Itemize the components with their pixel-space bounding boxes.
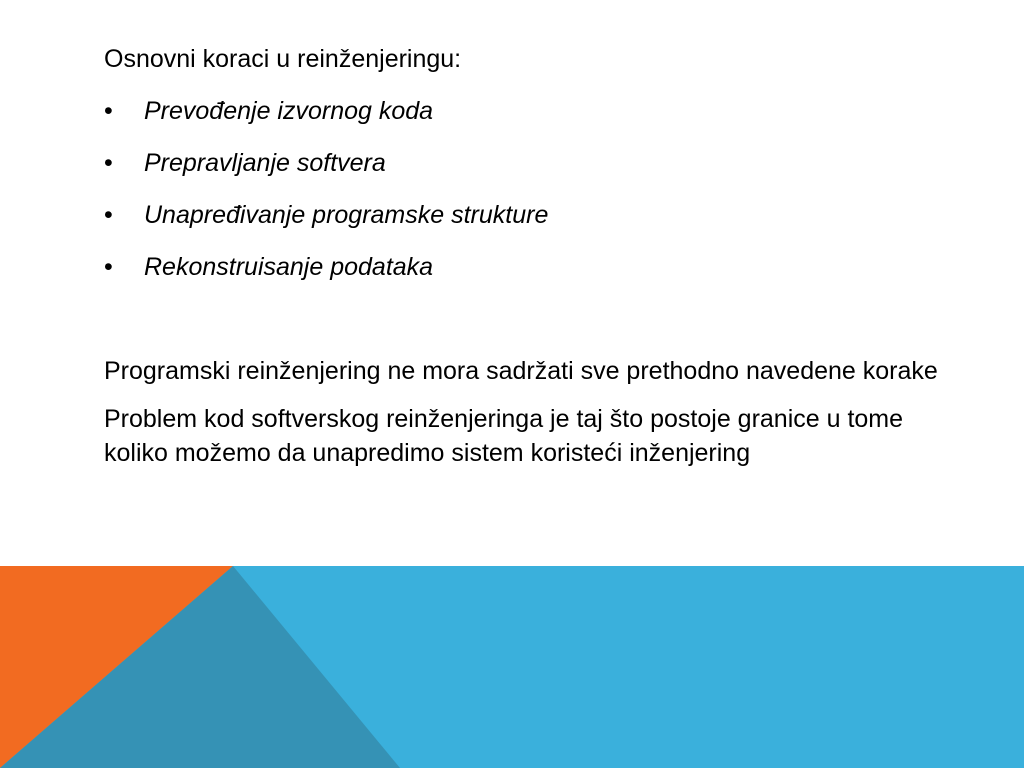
list-item (104, 250, 964, 284)
intro-text: Osnovni koraci u reinženjeringu: (104, 45, 462, 73)
list-item-text: Prepravljanje softvera (144, 149, 386, 177)
list-item (104, 94, 964, 128)
bullet-icon: • (104, 253, 113, 281)
slide-body (104, 42, 964, 484)
list-item-text: Unapređivanje programske strukture (144, 201, 549, 229)
spacer (104, 302, 964, 354)
decorative-footer-band (0, 566, 1024, 768)
list-item (104, 146, 964, 180)
paragraph: Programski reinženjering ne mora sadržati sve prethodno navedene korake (104, 357, 938, 385)
bullet-icon: • (104, 97, 113, 125)
steps-list (104, 94, 964, 284)
list-item-text: Prevođenje izvornog koda (144, 97, 434, 125)
bullet-icon: • (104, 149, 113, 177)
list-item (104, 198, 964, 232)
paragraph: Problem kod softverskog reinženjeringa je taj što postoje granice u tome koliko možemo da unapredimo sistem koristeći inženjering (104, 405, 904, 467)
bullet-icon: • (104, 201, 113, 229)
list-item-text: Rekonstruisanje podataka (144, 253, 434, 281)
